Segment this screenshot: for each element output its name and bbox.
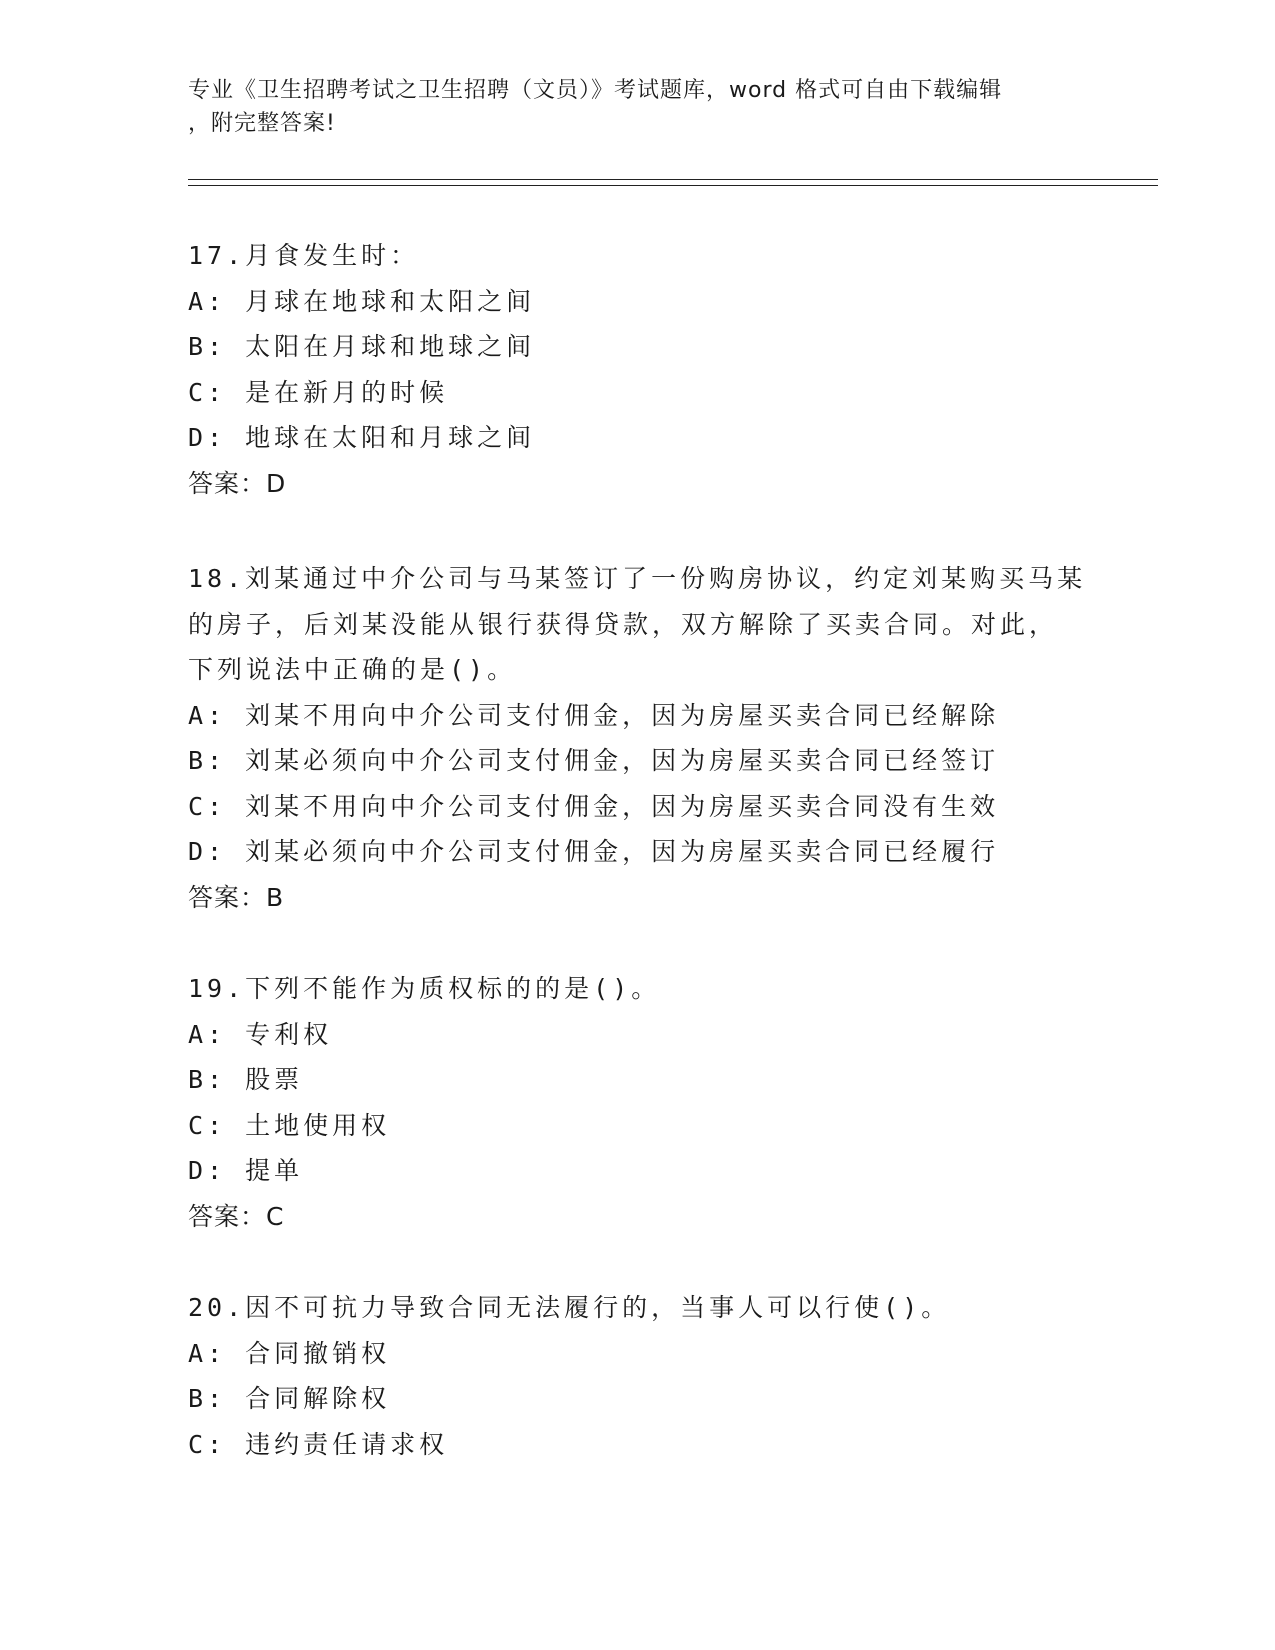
option-c: C: 是在新月的时候 <box>188 377 449 407</box>
question-stem: 17.月食发生时： <box>188 241 420 270</box>
option-b: B: 太阳在月球和地球之间 <box>188 332 536 361</box>
question-stem: 的房子，后刘某没能从银行获得贷款，双方解除了买卖合同。对此， <box>188 609 1059 639</box>
option-c: C: 土地使用权 <box>188 1110 391 1140</box>
option-b: B: 刘某必须向中介公司支付佣金，因为房屋买卖合同已经签订 <box>188 746 1000 775</box>
option-d: D: 刘某必须向中介公司支付佣金，因为房屋买卖合同已经履行 <box>188 837 1000 866</box>
question-stem: 19.下列不能作为质权标的的是()。 <box>188 974 661 1003</box>
answer-line: 答案：B <box>188 882 285 912</box>
question-20 <box>188 1285 1088 1467</box>
option-d: D: 提单 <box>188 1156 304 1185</box>
option-a: A: 刘某不用向中介公司支付佣金，因为房屋买卖合同已经解除 <box>188 700 1000 730</box>
question-stem: 18.刘某通过中介公司与马某签订了一份购房协议，约定刘某购买马某 <box>188 564 1087 593</box>
option-a: A: 月球在地球和太阳之间 <box>188 286 536 316</box>
question-stem: 下列说法中正确的是()。 <box>188 655 517 684</box>
header-divider-bottom <box>188 185 1158 186</box>
document-header: 专业《卫生招聘考试之卫生招聘（文员）》考试题库，word 格式可自由下载编辑 ，附完整答案! <box>188 78 1003 136</box>
question-18 <box>188 556 1088 920</box>
option-c: C: 违约责任请求权 <box>188 1429 449 1459</box>
option-a: A: 合同撤销权 <box>188 1338 391 1368</box>
question-stem: 20.因不可抗力导致合同无法履行的，当事人可以行使()。 <box>188 1293 951 1322</box>
answer-line: 答案：D <box>188 468 287 498</box>
option-b: B: 股票 <box>188 1065 304 1094</box>
option-b: B: 合同解除权 <box>188 1384 391 1413</box>
option-d: D: 地球在太阳和月球之间 <box>188 423 536 452</box>
answer-line: 答案：C <box>188 1201 285 1231</box>
option-c: C: 刘某不用向中介公司支付佣金，因为房屋买卖合同没有生效 <box>188 791 1000 821</box>
option-a: A: 专利权 <box>188 1019 333 1049</box>
question-19 <box>188 966 1088 1239</box>
question-17 <box>188 233 1088 506</box>
header-divider-top <box>188 179 1158 180</box>
